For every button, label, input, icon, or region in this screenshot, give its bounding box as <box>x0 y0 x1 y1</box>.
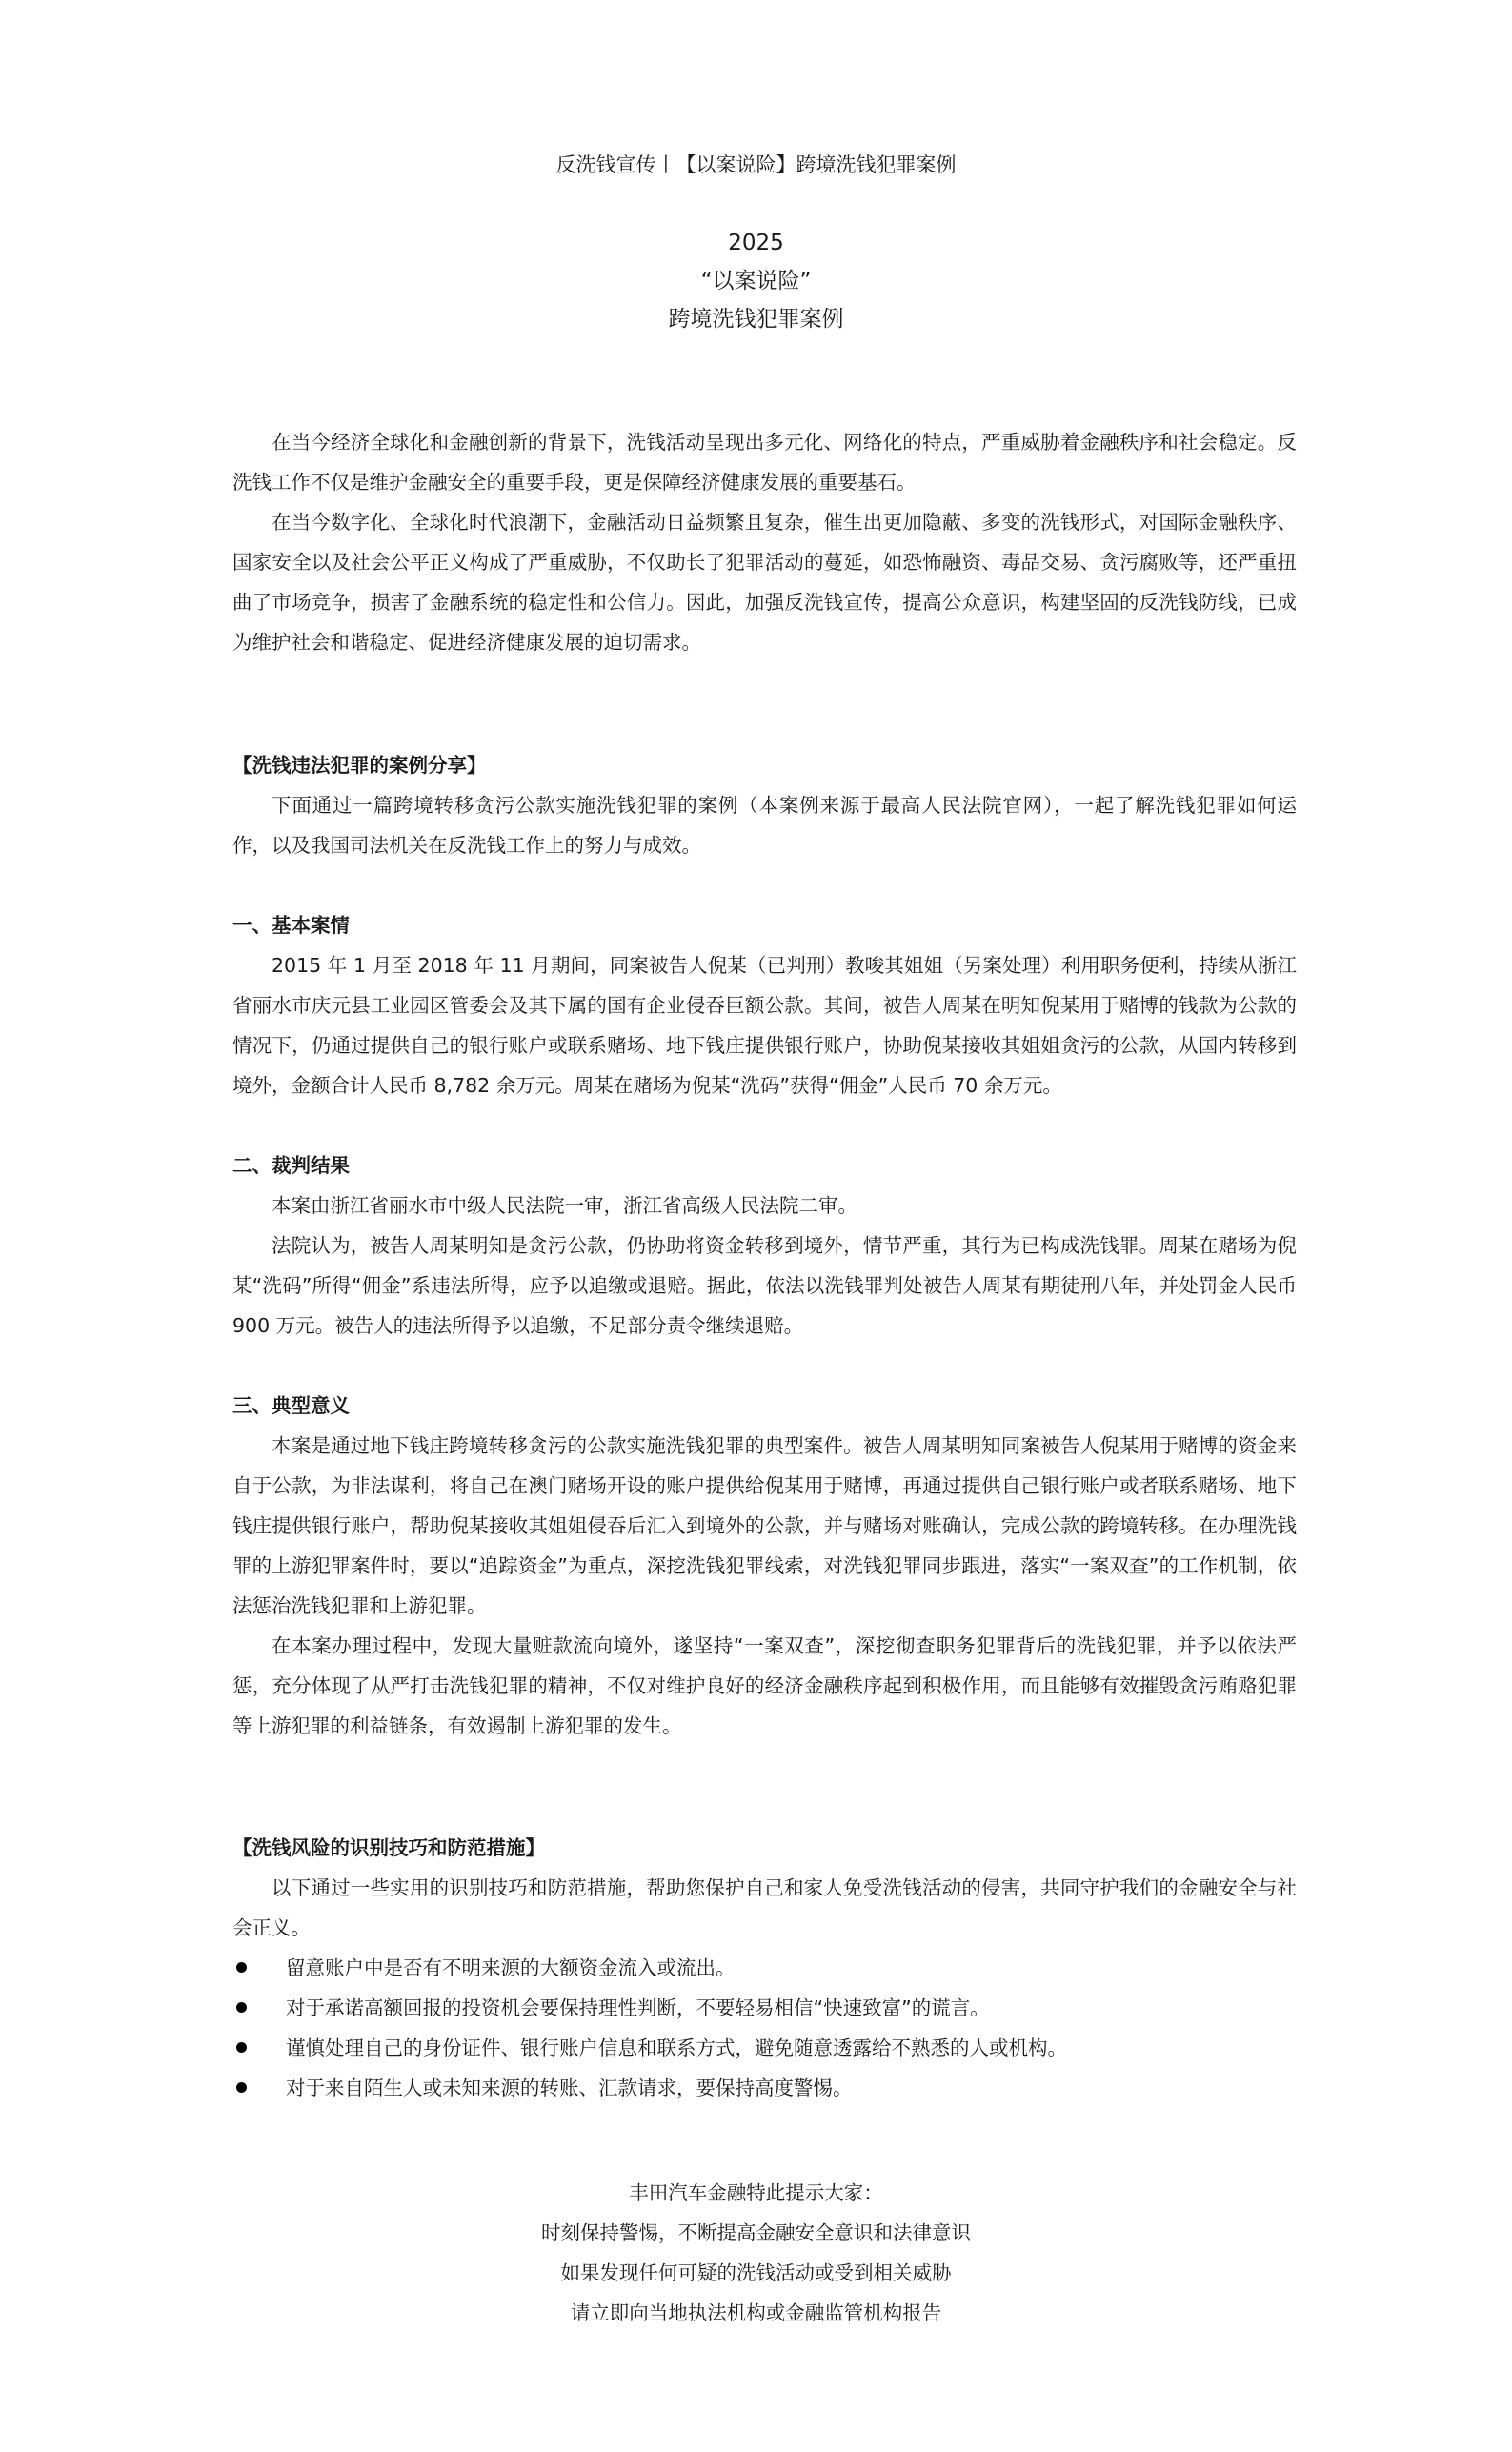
list-item: 留意账户中是否有不明来源的大额资金流入或流出。 <box>232 1948 1297 1988</box>
list-item: 对于承诺高额回报的投资机会要保持理性判断，不要轻易相信“快速致富”的谎言。 <box>232 1988 1297 2028</box>
section-basic-facts <box>232 905 1297 1105</box>
case-share-heading: 【洗钱违法犯罪的案例分享】 <box>232 754 487 777</box>
title-main: 跨境洗钱犯罪案例 <box>668 307 844 332</box>
intro-paragraph: 在当今经济全球化和金融创新的背景下，洗钱活动呈现出多元化、网络化的特点，严重威胁着金融秩序和社会稳定。反洗钱工作不仅是维护金融安全的重要手段，更是保障经济健康发展的重要基石。 <box>232 431 1297 494</box>
section-paragraph: 法院认为，被告人周某明知是贪污公款，仍协助将资金转移到境外，情节严重，其行为已构成洗钱罪。周某在赌场为倪某“洗码”所得“佣金”系违法所得，应予以追缴或退赔。据此，依法以洗钱罪判处被告人周某有期徒刑八年，并处罚金人民币 900 万元。被告人的违法所得予以追缴，不足部分责令继续退赔。 <box>232 1234 1297 1337</box>
closing-line: 时刻保持警惕，不断提高金融安全意识和法律意识 <box>541 2221 971 2244</box>
section-heading: 二、裁判结果 <box>232 1154 350 1177</box>
risk-heading: 【洗钱风险的识别技巧和防范措施】 <box>232 1836 545 1859</box>
bullet-icon <box>236 2002 247 2013</box>
section-judgment <box>232 1145 1297 1346</box>
bullet-icon <box>236 1962 247 1973</box>
title-year: 2025 <box>728 231 784 255</box>
title-subtitle: “以案说险” <box>700 269 812 294</box>
section-heading: 一、基本案情 <box>232 914 350 937</box>
list-item: 谨慎处理自己的身份证件、银行账户信息和联系方式，避免随意透露给不熟悉的人或机构。 <box>232 2028 1297 2068</box>
case-share-section <box>232 745 1297 865</box>
closing-line: 如果发现任何可疑的洗钱活动或受到相关威胁 <box>560 2261 952 2284</box>
bullet-icon <box>236 2042 247 2053</box>
risk-bullet-list <box>232 1948 1297 2108</box>
section-heading: 三、典型意义 <box>232 1394 350 1417</box>
list-item: 对于来自陌生人或未知来源的转账、汇款请求，要保持高度警惕。 <box>232 2068 1297 2108</box>
section-significance <box>232 1386 1297 1746</box>
section-paragraph: 2015 年 1 月至 2018 年 11 月期间，同案被告人倪某（已判刑）教唆其姐姐（另案处理）利用职务便利，持续从浙江省丽水市庆元县工业园区管委会及其下属的国有企业侵吞巨额公款。其间，被告人周某在明知倪某用于赌博的钱款为公款的情况下，仍通过提供自己的银行账户或联系赌场、地下钱庄提供银行账户，协助倪某接收其姐姐贪污的公款，从国内转移到境外，金额合计人民币 8,782 余万元。周某在赌场为倪某“洗码”获得“佣金”人民币 70 余万元。 <box>232 954 1297 1097</box>
closing-line: 丰田汽车金融特此提示大家： <box>629 2181 883 2204</box>
section-paragraph: 在本案办理过程中，发现大量赃款流向境外，遂坚持“一案双查”，深挖彻查职务犯罪背后的洗钱犯罪，并予以依法严惩，充分体现了从严打击洗钱犯罪的精神，不仅对维护良好的经济金融秩序起到积极作用，而且能够有效摧毁贪污贿赂犯罪等上游犯罪的利益链条，有效遏制上游犯罪的发生。 <box>232 1634 1297 1737</box>
title-block <box>0 224 1512 338</box>
document-title: 反洗钱宣传丨【以案说险】跨境洗钱犯罪案例 <box>555 153 957 176</box>
case-share-intro: 下面通过一篇跨境转移贪污公款实施洗钱犯罪的案例（本案例来源于最高人民法院官网），一起了解洗钱犯罪如何运作，以及我国司法机关在反洗钱工作上的努力与成效。 <box>232 794 1297 857</box>
section-paragraph: 本案由浙江省丽水市中级人民法院一审，浙江省高级人民法院二审。 <box>272 1194 857 1217</box>
bullet-icon <box>236 2082 247 2093</box>
section-paragraph: 本案是通过地下钱庄跨境转移贪污的公款实施洗钱犯罪的典型案件。被告人周某明知同案被告人倪某用于赌博的资金来自于公款，为非法谋利，将自己在澳门赌场开设的账户提供给倪某用于赌博，再通过提供自己银行账户或者联系赌场、地下钱庄提供银行账户，帮助倪某接收其姐姐侵吞后汇入到境外的公款，并与赌场对账确认，完成公款的跨境转移。在办理洗钱罪的上游犯罪案件时，要以“追踪资金”为重点，深挖洗钱犯罪线索，对洗钱犯罪同步跟进，落实“一案双查”的工作机制，依法惩治洗钱犯罪和上游犯罪。 <box>232 1434 1297 1617</box>
risk-intro: 以下通过一些实用的识别技巧和防范措施，帮助您保护自己和家人免受洗钱活动的侵害，共同守护我们的金融安全与社会正义。 <box>232 1876 1297 1939</box>
intro-paragraph: 在当今数字化、全球化时代浪潮下，金融活动日益频繁且复杂，催生出更加隐蔽、多变的洗钱形式，对国际金融秩序、国家安全以及社会公平正义构成了严重威胁，不仅助长了犯罪活动的蔓延，如恐怖融资、毒品交易、贪污腐败等，还严重扭曲了市场竞争，损害了金融系统的稳定性和公信力。因此，加强反洗钱宣传，提高公众意识，构建坚固的反洗钱防线，已成为维护社会和谐稳定、促进经济健康发展的迫切需求。 <box>232 511 1297 654</box>
closing-line: 请立即向当地执法机构或金融监管机构报告 <box>570 2301 942 2324</box>
risk-section <box>232 1828 1297 2108</box>
intro-section <box>232 422 1297 662</box>
closing-notice <box>0 2173 1512 2333</box>
